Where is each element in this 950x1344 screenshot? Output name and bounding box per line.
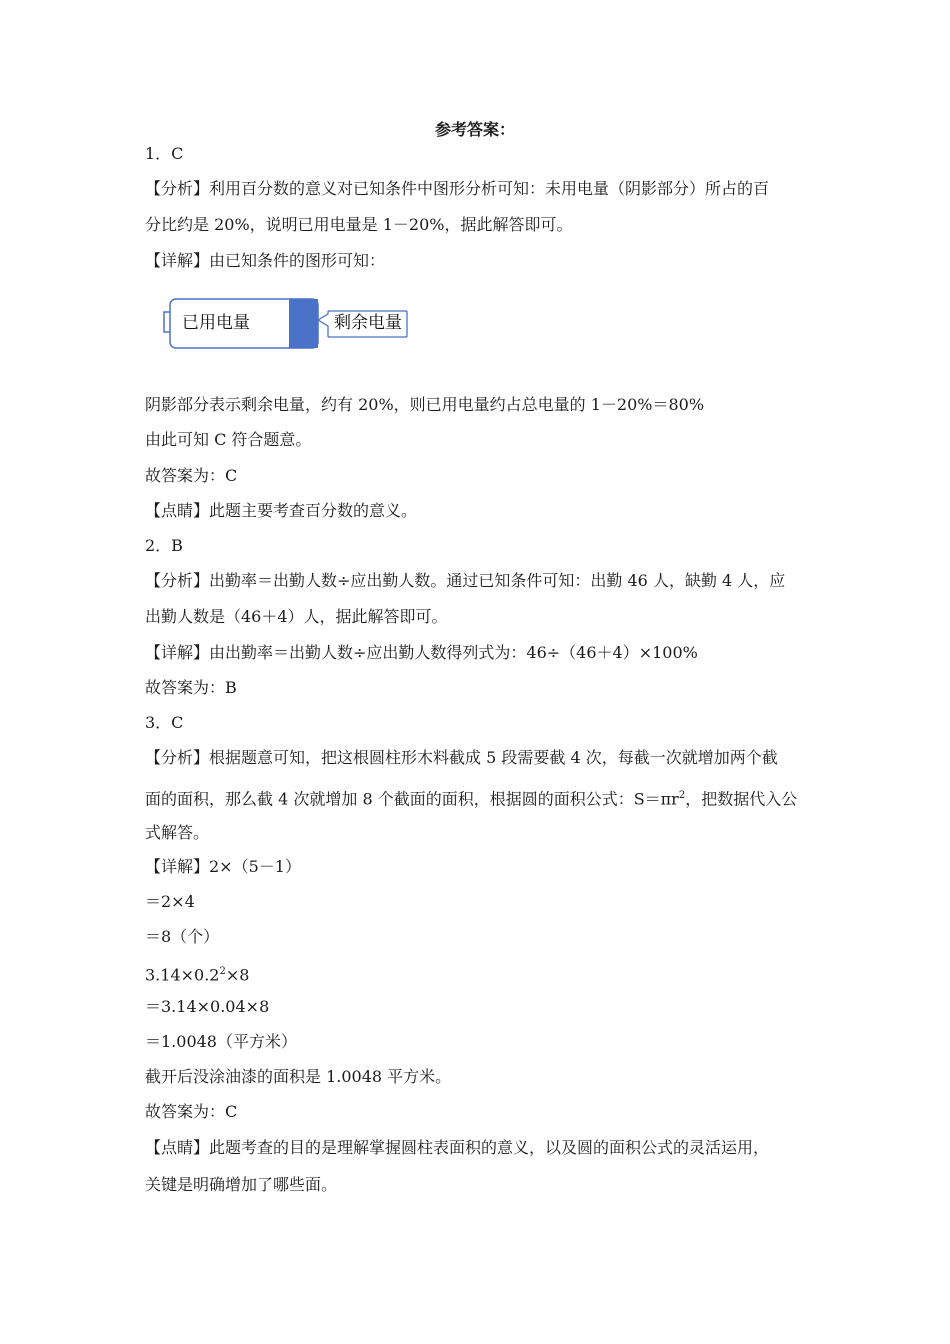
q3-step-1: ＝2×4 (145, 892, 195, 911)
q2-analysis-line-2: 出勤人数是（46＋4）人，据此解答即可。 (145, 607, 448, 626)
q3-step-3-superscript: 2 (219, 966, 226, 977)
remaining-shaded-portion (289, 299, 318, 348)
q3-note-line-1: 【点睛】此题考查的目的是理解掌握圆柱表面积的意义，以及圆的面积公式的灵活运用， (145, 1138, 770, 1157)
q2-analysis-line-1: 【分析】出勤率＝出勤人数÷应出勤人数。通过已知条件可知：出勤 46 人，缺勤 4 人，应 (145, 571, 786, 590)
q3-step-4: ＝3.14×0.04×8 (145, 997, 270, 1016)
q3-note-line-2: 关键是明确增加了哪些面。 (145, 1175, 338, 1194)
q1-explanation-a: 阴影部分表示剩余电量，约有 20%，则已用电量约占总电量的 1－20%＝80% (145, 395, 705, 414)
q3-step-2: ＝8（个） (145, 927, 220, 946)
q3-analysis-line-2-a: 面的面积，那么截 4 次就增加 8 个截面的面积，根据圆的面积公式：S＝πr (145, 789, 679, 809)
q2-conclusion: 故答案为：B (145, 678, 237, 697)
q3-conclusion: 故答案为：C (145, 1102, 238, 1121)
q3-analysis-line-1: 【分析】根据题意可知，把这根圆柱形木料截成 5 段需要截 4 次，每截一次就增加两个截 (145, 748, 778, 767)
q3-step-3-a: 3.14×0.2 (145, 965, 220, 985)
q3-analysis-line-3: 式解答。 (145, 823, 210, 842)
q1-explanation-b: 由此可知 C 符合题意。 (145, 430, 312, 449)
q3-step-3 (145, 962, 249, 985)
q3-summary: 截开后没涂油漆的面积是 1.0048 平方米。 (145, 1067, 452, 1086)
q1-conclusion: 故答案为：C (145, 466, 238, 485)
q3-analysis-line-2 (145, 786, 797, 809)
q2-detail: 【详解】由出勤率＝出勤人数÷应出勤人数得列式为：46÷（46＋4）×100% (145, 643, 698, 662)
q1-analysis-line-2: 分比约是 20%，说明已用电量是 1－20%，据此解答即可。 (145, 215, 573, 234)
q3-answer: 3．C (145, 713, 184, 732)
q3-step-5: ＝1.0048（平方米） (145, 1032, 297, 1051)
q3-superscript: 2 (678, 790, 686, 801)
q1-analysis-line-1: 【分析】利用百分数的意义对已知条件中图形分析可知：未用电量（阴影部分）所占的百 (145, 179, 770, 198)
battery-figure (162, 296, 412, 352)
q1-detail: 【详解】由已知条件的图形可知： (145, 251, 386, 270)
q1-answer: 1．C (145, 144, 184, 163)
remaining-power-label: 剩余电量 (334, 313, 402, 333)
page-title: 参考答案： (434, 120, 515, 139)
q3-detail: 【详解】2×（5－1） (145, 857, 301, 876)
q1-note: 【点睛】此题主要考查百分数的意义。 (145, 501, 418, 520)
q3-step-3-b: ×8 (225, 965, 250, 985)
q3-analysis-line-2-b: ，把数据代入公 (685, 789, 798, 809)
used-power-label: 已用电量 (182, 313, 250, 333)
q2-answer: 2．B (145, 536, 183, 555)
